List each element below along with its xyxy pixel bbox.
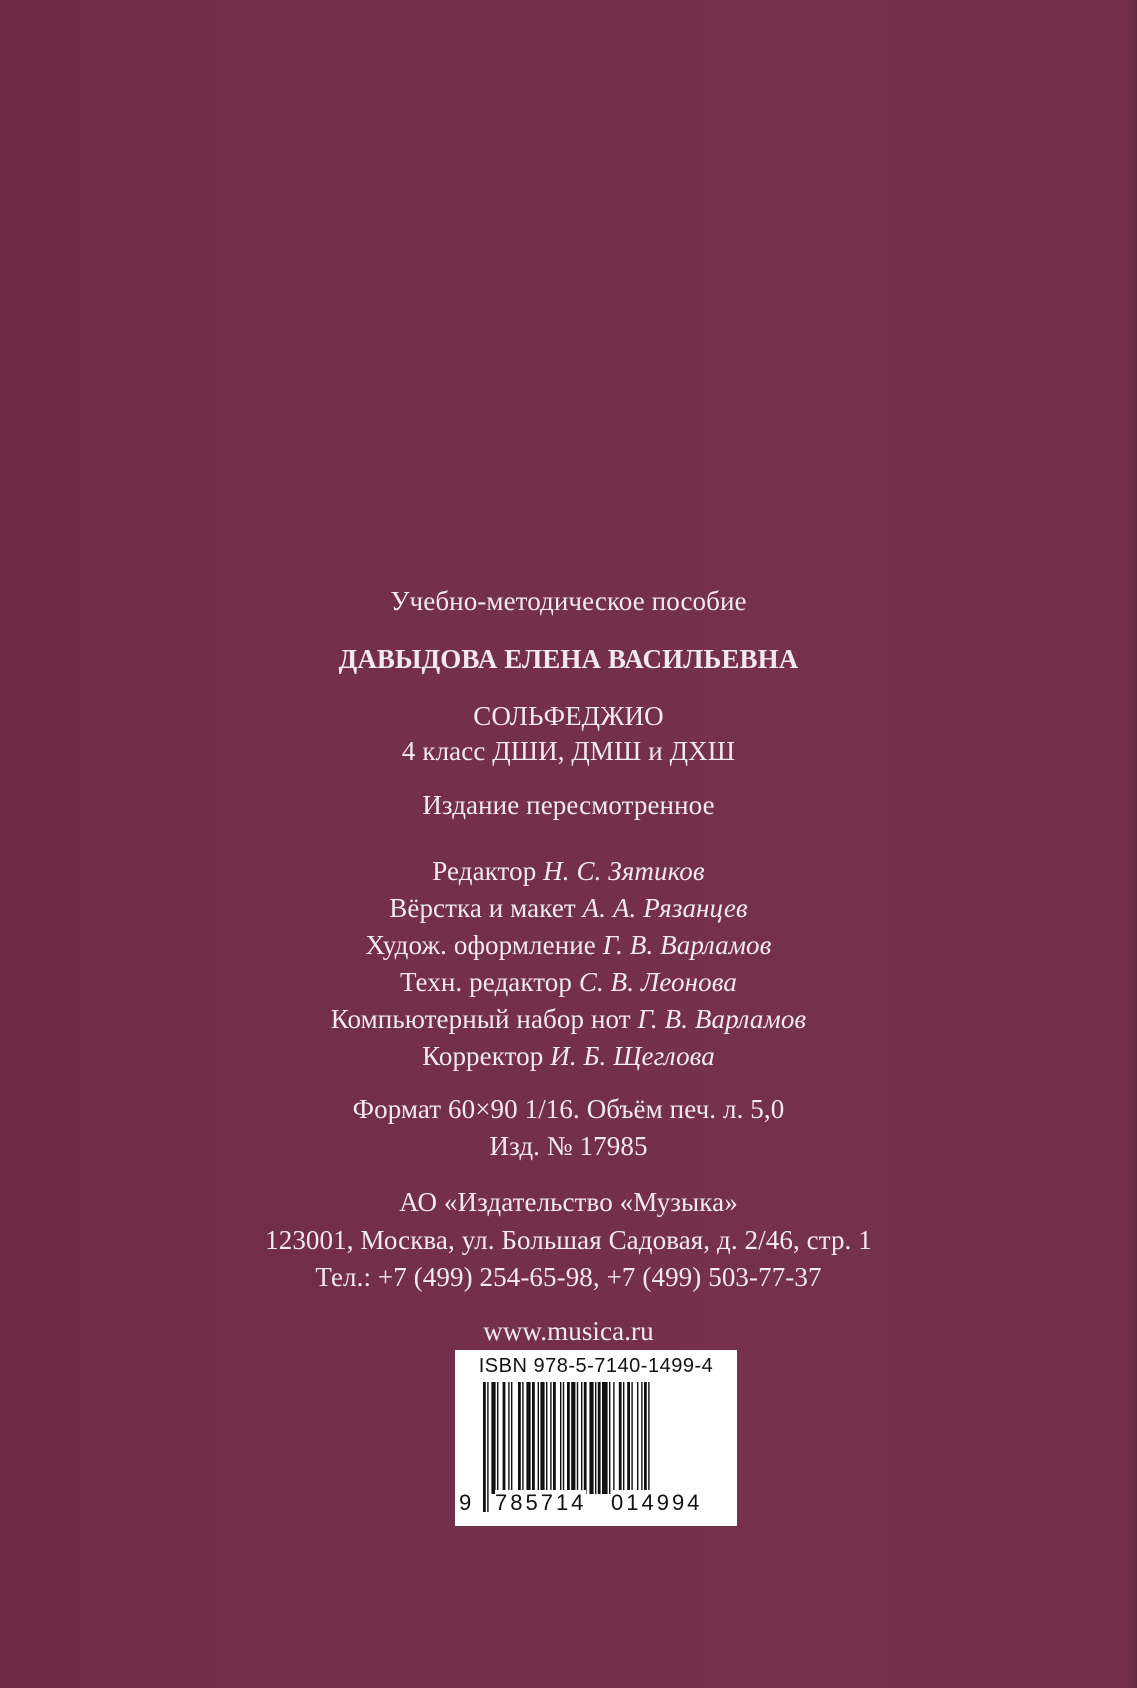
isbn-barcode-block — [455, 1350, 737, 1526]
barcode-bar — [637, 1382, 638, 1494]
barcode-bar — [581, 1382, 582, 1494]
credit-role: Вёрстка и макет — [389, 893, 576, 923]
barcode-bar — [508, 1382, 509, 1494]
barcode-bar — [609, 1382, 610, 1494]
barcode-bar — [641, 1382, 642, 1494]
barcode-bar — [563, 1382, 564, 1494]
credit-role: Техн. редактор — [399, 967, 572, 997]
barcode-bar — [518, 1382, 521, 1494]
barcode-bar — [511, 1382, 512, 1494]
barcode-bar — [483, 1382, 486, 1512]
author-name: ДАВЫДОВА ЕЛЕНА ВАСИЛЬЕВНА — [338, 644, 799, 674]
publication-number: Изд. № 17985 — [489, 1131, 648, 1161]
barcode-bar — [560, 1382, 561, 1494]
barcode-bar — [613, 1382, 614, 1494]
credit-line — [0, 1040, 1137, 1072]
credit-line — [0, 855, 1137, 887]
barcode-bar — [487, 1382, 488, 1512]
barcode-bar — [595, 1382, 596, 1494]
format-line: Формат 60×90 1/16. Объём печ. л. 5,0 — [352, 1094, 785, 1124]
credit-person: Г. В. Варламов — [602, 930, 772, 960]
barcode-bar — [619, 1382, 622, 1494]
barcode-bar — [538, 1382, 539, 1494]
credit-person: Н. С. Зятиков — [543, 856, 705, 886]
barcode-bar — [627, 1382, 630, 1494]
barcode-bar — [540, 1382, 544, 1494]
barcode-digits-right: 014994 — [611, 1490, 703, 1515]
publisher-website: www.musica.ru — [483, 1316, 654, 1346]
credit-person: И. Б. Щеглова — [550, 1041, 715, 1071]
barcode-bar — [644, 1382, 647, 1494]
barcode-bar — [602, 1382, 608, 1494]
genre-line: Учебно-методическое пособие — [390, 586, 747, 616]
barcode-bar — [491, 1382, 495, 1494]
barcode-bar — [532, 1382, 535, 1494]
credit-person: С. В. Леонова — [578, 967, 737, 997]
credit-line — [0, 966, 1137, 998]
barcode-bar — [623, 1382, 624, 1494]
barcode-bar — [584, 1382, 587, 1494]
credit-person: Г. В. Варламов — [637, 1004, 807, 1034]
book-title: СОЛЬФЕДЖИО — [473, 701, 664, 731]
barcode-digit-prefix: 9 — [459, 1490, 472, 1515]
barcode-bar — [546, 1382, 547, 1494]
publisher-phones: Тел.: +7 (499) 254-65-98, +7 (499) 503-77-37 — [315, 1262, 822, 1292]
edition-note: Издание пересмотренное — [422, 790, 715, 820]
credit-person: А. А. Рязанцев — [582, 893, 748, 923]
barcode-bar — [497, 1382, 498, 1494]
credit-role: Компьютерный набор нот — [330, 1004, 631, 1034]
book-subtitle: 4 класс ДШИ, ДМШ и ДХШ — [401, 736, 736, 766]
credit-role: Худож. оформление — [365, 930, 596, 960]
credit-line — [0, 892, 1137, 924]
publisher-name: АО «Издательство «Музыка» — [399, 1187, 738, 1217]
barcode-bar — [631, 1382, 632, 1494]
credit-line — [0, 929, 1137, 961]
credit-line — [0, 1003, 1137, 1035]
barcode-bar — [553, 1382, 556, 1494]
barcode-bar — [522, 1382, 523, 1494]
barcode-bar — [503, 1382, 506, 1494]
barcode-bar — [577, 1382, 578, 1494]
credit-role: Редактор — [432, 856, 537, 886]
credit-role: Корректор — [422, 1041, 544, 1071]
isbn-label: ISBN 978-5-7140-1499-4 — [478, 1355, 714, 1377]
barcode-bar — [598, 1382, 601, 1494]
page-edge-shadow — [1127, 0, 1137, 1688]
barcode-digits-left: 785714 — [495, 1490, 587, 1515]
barcode-bar — [589, 1382, 593, 1494]
barcode-bar — [526, 1382, 530, 1494]
publisher-address: 123001, Москва, ул. Большая Садовая, д. 2/46, стр. 1 — [265, 1225, 872, 1255]
barcode-bar — [550, 1382, 551, 1494]
